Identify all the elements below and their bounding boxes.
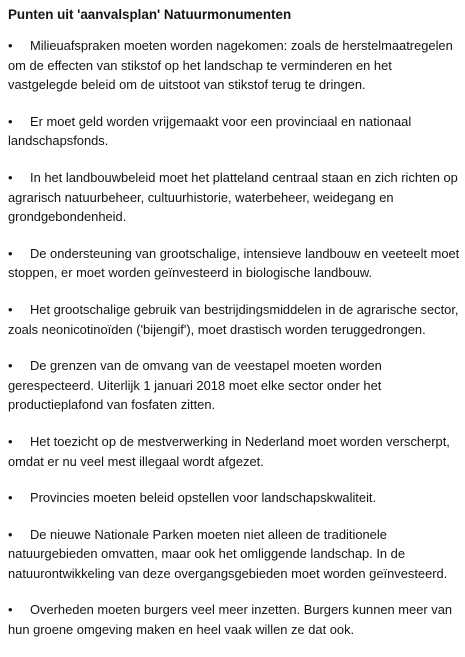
list-item	[8, 36, 463, 95]
list-item-text: Er moet geld worden vrijgemaakt voor een provinciaal en nationaal landschapsfonds.	[8, 113, 412, 149]
list-item-text: De grenzen van de omvang van de veestapel moeten worden gerespecteerd. Uiterlijk 1 januari 2018 moet elke sector onder het productieplafond van fosfaten zitten.	[8, 358, 382, 413]
document-title: Punten uit 'aanvalsplan' Natuurmonumenten	[8, 7, 292, 22]
list-item	[8, 300, 463, 339]
list-item	[8, 244, 463, 283]
list-item	[8, 525, 463, 584]
bullet-icon: •	[8, 602, 13, 618]
bullet-icon: •	[8, 113, 13, 129]
bullet-icon: •	[8, 490, 13, 506]
list-item-text: In het landbouwbeleid moet het platteland centraal staan en zich richten op agrarisch natuurbeheer, cultuurhistorie, waterbeheer, weidegang en grondgebondenheid.	[8, 169, 458, 225]
list-item-text: De ondersteuning van grootschalige, intensieve landbouw en veeteelt moet stoppen, er moet worden geïnvesteerd in biologische landbouw.	[8, 245, 460, 281]
list-item	[8, 432, 463, 471]
bullet-icon: •	[8, 245, 13, 261]
bullet-icon: •	[8, 169, 13, 185]
list-item	[8, 356, 463, 415]
list-item-text: De nieuwe Nationale Parken moeten niet alleen de traditionele natuurgebieden omvatten, maar ook het omliggende landschap. In de natuurontwikkeling van deze overgangsgebieden moet worden geïnvesteerd.	[8, 526, 448, 581]
bullet-list	[8, 36, 463, 640]
list-item-text: Het grootschalige gebruik van bestrijdingsmiddelen in de agrarische sector, zoals neonicotinoïden ('bijengif'), moet drastisch worden teruggedrongen.	[8, 301, 459, 337]
bullet-icon: •	[8, 301, 13, 317]
list-item	[8, 168, 463, 227]
bullet-icon: •	[8, 433, 13, 449]
list-item-text: Overheden moeten burgers veel meer inzetten. Burgers kunnen meer van hun groene omgeving maken en heel vaak willen ze dat ook.	[8, 602, 453, 638]
list-item	[8, 112, 463, 151]
list-item-text: Het toezicht op de mestverwerking in Nederland moet worden verscherpt, omdat er nu veel mest illegaal wordt afgezet.	[8, 433, 450, 469]
bullet-icon: •	[8, 38, 13, 53]
list-item	[8, 600, 463, 639]
list-item	[8, 488, 463, 508]
list-item-text: Milieuafspraken moeten worden nagekomen: zoals de herstelmaatregelen om de effecten van stikstof op het landschap te verminderen en het vastgelegde beleid om de uitstoot van stikstof terug te dringen.	[8, 38, 453, 93]
bullet-icon: •	[8, 526, 13, 542]
list-item-text: Provincies moeten beleid opstellen voor landschapskwaliteit.	[30, 490, 377, 506]
document	[8, 6, 463, 657]
bullet-icon: •	[8, 358, 13, 374]
